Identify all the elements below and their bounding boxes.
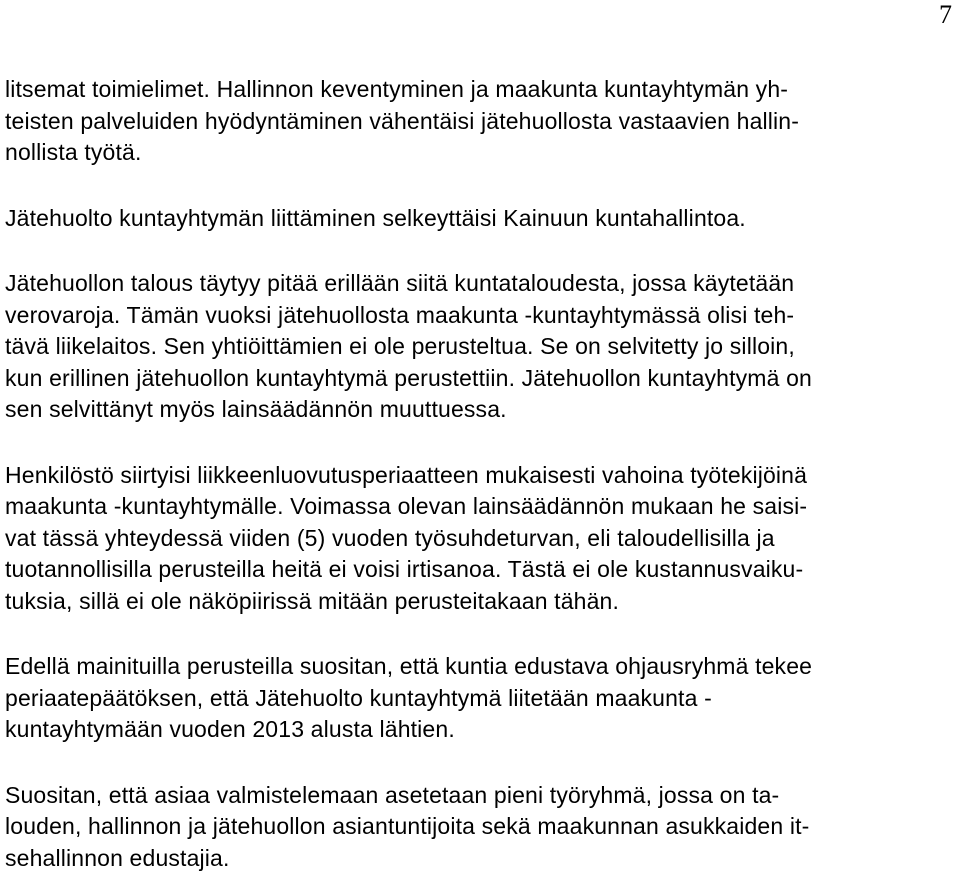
text-line: Henkilöstö siirtyisi liikkeenluovutusperiaatteen mukaisesti vahoina työtekijöinä: [5, 460, 945, 492]
text-line: maakunta -kuntayhtymälle. Voimassa olevan lainsäädännön mukaan he saisi-: [5, 491, 945, 523]
text-line: periaatepäätöksen, että Jätehuolto kuntayhtymä liitetään maakunta -: [5, 683, 945, 715]
text-line: tuotannollisilla perusteilla heitä ei voisi irtisanoa. Tästä ei ole kustannusvaiku-: [5, 554, 945, 586]
text-line: vat tässä yhteydessä viiden (5) vuoden työsuhdeturvan, eli taloudellisilla ja: [5, 523, 945, 555]
text-line: kuntayhtymään vuoden 2013 alusta lähtien.: [5, 714, 945, 746]
text-line: sehallinnon edustajia.: [5, 843, 945, 874]
text-line: tävä liikelaitos. Sen yhtiöittämien ei ole perusteltua. Se on selvitetty jo silloin,: [5, 331, 945, 363]
text-line: Edellä mainituilla perusteilla suositan, että kuntia edustava ohjausryhmä tekee: [5, 651, 945, 683]
text-line: Suositan, että asiaa valmistelemaan asetetaan pieni työryhmä, jossa on ta-: [5, 780, 945, 812]
text-line: nollista työtä.: [5, 137, 945, 169]
text-line: litsemat toimielimet. Hallinnon keventyminen ja maakunta kuntayhtymän yh-: [5, 74, 945, 106]
text-line: Jätehuollon talous täytyy pitää erillään siitä kuntataloudesta, jossa käytetään: [5, 268, 945, 300]
paragraph-recommendation: [5, 651, 945, 746]
text-line: kun erillinen jätehuollon kuntayhtymä perustettiin. Jätehuollon kuntayhtymä on: [5, 363, 945, 395]
paragraph-administration: [5, 74, 945, 169]
text-line: verovaroja. Tämän vuoksi jätehuollosta maakunta -kuntayhtymässä olisi teh-: [5, 300, 945, 332]
document-body: [5, 74, 945, 874]
text-line: tuksia, sillä ei ole näköpiirissä mitään perusteitakaan tähän.: [5, 586, 945, 618]
text-line: louden, hallinnon ja jätehuollon asiantuntijoita sekä maakunnan asukkaiden it-: [5, 811, 945, 843]
text-line: sen selvittänyt myös lainsäädännön muuttuessa.: [5, 394, 945, 426]
paragraph-clarification: [5, 203, 945, 235]
text-line: Jätehuolto kuntayhtymän liittäminen selkeyttäisi Kainuun kuntahallintoa.: [5, 203, 945, 235]
page-number: 7: [939, 0, 952, 30]
text-line: teisten palveluiden hyödyntäminen vähentäisi jätehuollosta vastaavien hallin-: [5, 106, 945, 138]
paragraph-personnel: [5, 460, 945, 618]
paragraph-finances: [5, 268, 945, 426]
paragraph-working-group: [5, 780, 945, 874]
